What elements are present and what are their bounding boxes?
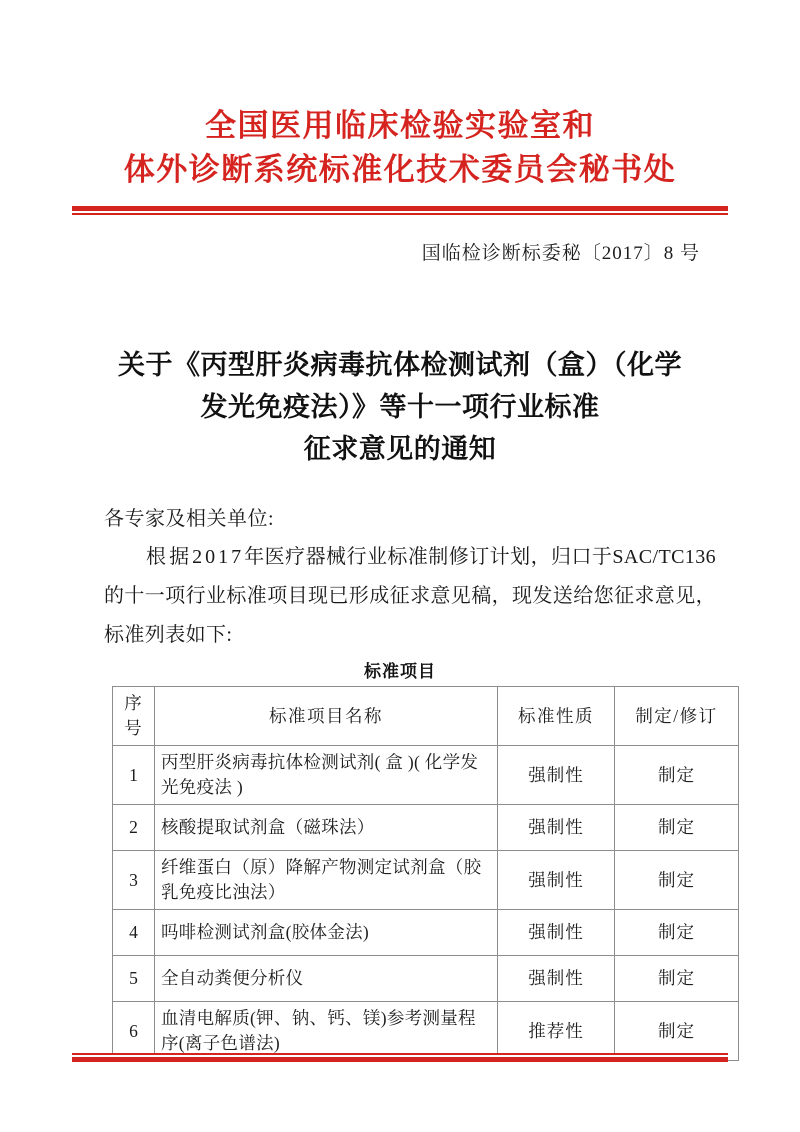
document-body: [104, 500, 716, 655]
cell-property: 强制性: [498, 805, 615, 851]
paragraph-segment-1: 根据: [146, 546, 193, 568]
footer-bar-thick: [72, 1057, 728, 1062]
table-row: [113, 1002, 739, 1061]
document-number: 国临检诊断标委秘〔2017〕8 号: [421, 243, 700, 264]
cell-revision: 制定: [615, 956, 739, 1002]
paragraph-year: 2017: [192, 546, 245, 568]
standards-table: [112, 686, 739, 1061]
table-header-row: [113, 687, 739, 746]
letterhead: [0, 0, 800, 192]
footer-divider-rule: [72, 1053, 728, 1062]
cell-index: 5: [113, 956, 155, 1002]
cell-property: 强制性: [498, 910, 615, 956]
table-row: [113, 910, 739, 956]
title-line-1: 关于《丙型肝炎病毒抗体检测试剂（盒）（化学: [118, 350, 682, 380]
table-row: [113, 746, 739, 805]
column-header-name: 标准项目名称: [155, 687, 498, 746]
cell-revision: 制定: [615, 851, 739, 910]
table-row: [113, 805, 739, 851]
cell-revision: 制定: [615, 746, 739, 805]
letterhead-line-2: 体外诊断系统标准化技术委员会秘书处: [123, 152, 677, 187]
column-header-index: [113, 687, 155, 746]
cell-revision: 制定: [615, 910, 739, 956]
table-caption: 标准项目: [364, 662, 436, 681]
column-header-property: 标准性质: [498, 687, 615, 746]
cell-name: 丙型肝炎病毒抗体检测试剂( 盒 )( 化学发光免疫法 ): [155, 746, 498, 805]
salutation: 各专家及相关单位:: [104, 508, 275, 530]
paragraph-segment-2: 年医疗器械行业标准制修订计划，归口于: [244, 546, 613, 568]
cell-name: 血清电解质(钾、钠、钙、镁)参考测量程序(离子色谱法): [155, 1002, 498, 1061]
cell-revision: 制定: [615, 805, 739, 851]
cell-property: 强制性: [498, 851, 615, 910]
title-line-2: 发光免疫法）》等十一项行业标准: [200, 392, 600, 422]
cell-index: 2: [113, 805, 155, 851]
cell-property: 推荐性: [498, 1002, 615, 1061]
cell-name: 全自动粪便分析仪: [155, 956, 498, 1002]
table-row: [113, 956, 739, 1002]
body-paragraph: [104, 538, 716, 655]
cell-name: 纤维蛋白（原）降解产物测定试剂盒（胶乳免疫比浊法）: [155, 851, 498, 910]
cell-index: 3: [113, 851, 155, 910]
paragraph-segment-3: 的十一项行业标准项目现已形成征求意见稿，现发送给您征求意见，标准列表如下:: [104, 585, 716, 646]
letterhead-divider-rule: [72, 206, 728, 215]
column-header-revision: 制定/修订: [615, 687, 739, 746]
cell-property: 强制性: [498, 746, 615, 805]
index-header-line-2: 号: [124, 718, 143, 738]
index-header-line-1: 序: [124, 693, 143, 713]
letterhead-line-1: 全国医用临床检验实验室和: [205, 108, 595, 143]
cell-property: 强制性: [498, 956, 615, 1002]
cell-index: 6: [113, 1002, 155, 1061]
cell-name: 核酸提取试剂盒（磁珠法）: [155, 805, 498, 851]
table-row: [113, 851, 739, 910]
cell-revision: 制定: [615, 1002, 739, 1061]
title-line-3: 征求意见的通知: [303, 434, 497, 464]
cell-index: 4: [113, 910, 155, 956]
divider-bar-thin: [72, 213, 728, 215]
cell-index: 1: [113, 746, 155, 805]
paragraph-standard-code: SAC/TC136: [612, 546, 717, 568]
cell-name: 吗啡检测试剂盒(胶体金法): [155, 910, 498, 956]
document-title: [90, 344, 710, 470]
